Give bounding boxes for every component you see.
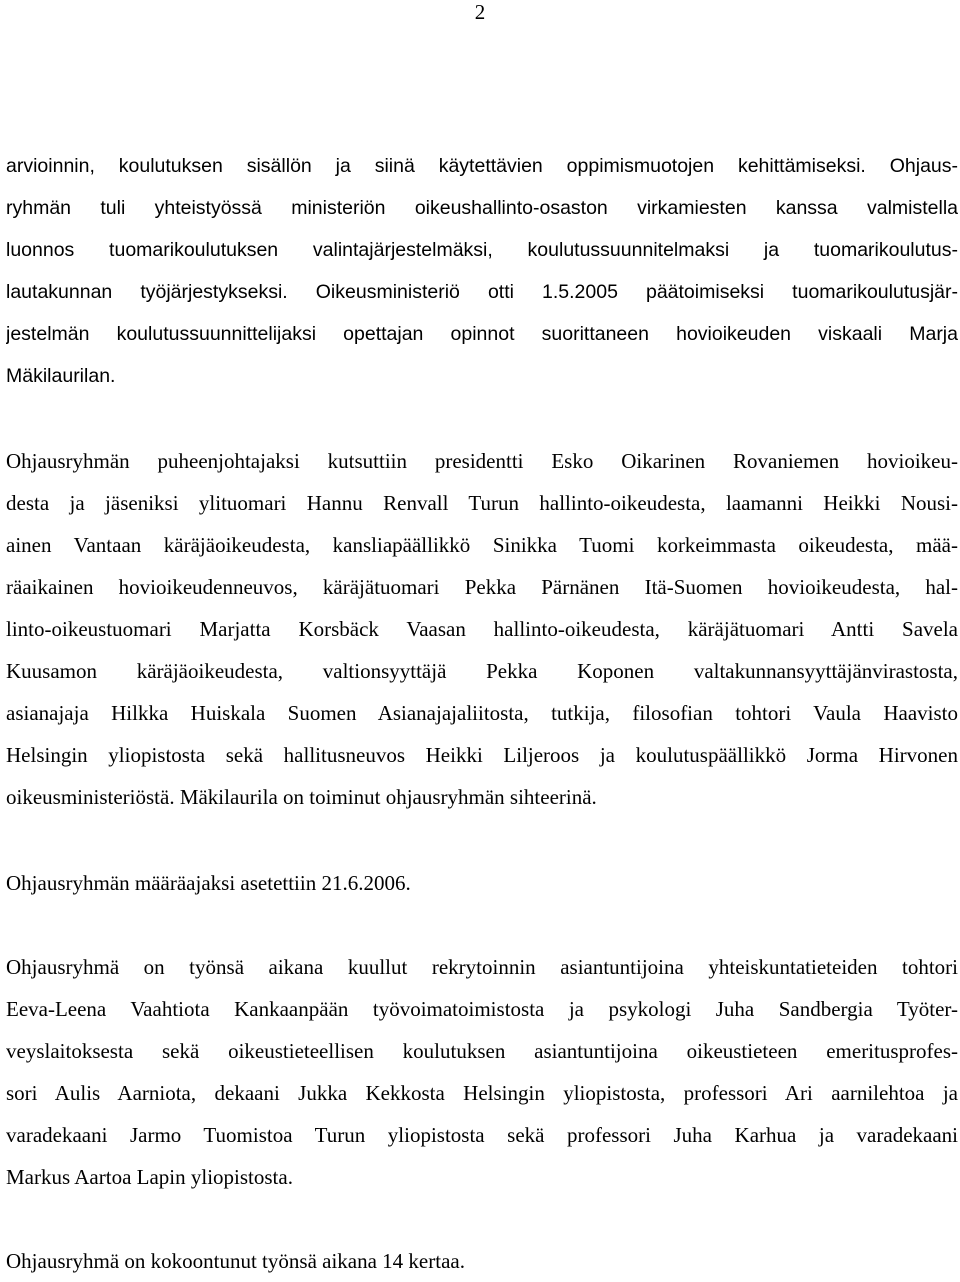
text-line: oikeusministeriöstä. Mäkilaurila on toiminut ohjausryhmän sihteerinä. — [6, 785, 597, 809]
text-line: Helsingin yliopistosta sekä hallitusneuvos Heikki Liljeroos ja koulutuspäällikkö Jorma Hirvonen — [6, 743, 958, 767]
paragraph-steering-group-members — [6, 440, 958, 818]
paragraph-steering-group-task — [6, 145, 958, 397]
text-line: arvioinnin, koulutuksen sisällön ja siinä käytettävien oppimismuotojen kehittämiseksi. Ohjaus- — [6, 155, 958, 177]
text-line: luonnos tuomarikoulutuksen valintajärjestelmäksi, koulutussuunnitelmaksi ja tuomarikoulutus- — [6, 239, 958, 261]
paragraph-meetings — [6, 1240, 958, 1282]
paragraph-experts-heard — [6, 946, 958, 1198]
text-line: Mäkilaurilan. — [6, 365, 116, 387]
text-line: ainen Vantaan käräjäoikeudesta, kansliapäällikkö Sinikka Tuomi korkeimmasta oikeudesta, mää- — [6, 533, 958, 557]
text-line: varadekaani Jarmo Tuomistoa Turun yliopistosta sekä professori Juha Karhua ja varadekaani — [6, 1123, 958, 1147]
text-line: asianajaja Hilkka Huiskala Suomen Asianajajaliitosta, tutkija, filosofian tohtori Vaula Haavisto — [6, 701, 958, 725]
text-line: Ohjausryhmän puheenjohtajaksi kutsuttiin presidentti Esko Oikarinen Rovaniemen hovioikeu- — [6, 449, 958, 473]
text-line: Ohjausryhmä on kokoontunut työnsä aikana 14 kertaa. — [6, 1249, 465, 1273]
text-line: ryhmän tuli yhteistyössä ministeriön oikeushallinto-osaston virkamiesten kanssa valmistella — [6, 197, 958, 219]
text-line: Markus Aartoa Lapin yliopistosta. — [6, 1165, 293, 1189]
text-line: Ohjausryhmä on työnsä aikana kuullut rekrytoinnin asiantuntijoina yhteiskuntatieteiden tohtori — [6, 955, 958, 979]
text-line: sori Aulis Aarniota, dekaani Jukka Kekkosta Helsingin yliopistosta, professori Ari aarnilehtoa ja — [6, 1081, 958, 1105]
page-number: 2 — [474, 0, 486, 24]
text-line: Ohjausryhmän määräajaksi asetettiin 21.6.2006. — [6, 871, 411, 895]
text-line: räaikainen hovioikeudenneuvos, käräjätuomari Pekka Pärnänen Itä-Suomen hovioikeudesta, hal- — [6, 575, 958, 599]
text-line: linto-oikeustuomari Marjatta Korsbäck Vaasan hallinto-oikeudesta, käräjätuomari Antti Savela — [6, 617, 958, 641]
text-line: veyslaitoksesta sekä oikeustieteellisen koulutuksen asiantuntijoina oikeustieteen emeritusprofes- — [6, 1039, 958, 1063]
text-line: lautakunnan työjärjestykseksi. Oikeusministeriö otti 1.5.2005 päätoimiseksi tuomarikoulutusjär- — [6, 281, 958, 303]
text-line: Eeva-Leena Vaahtiota Kankaanpään työvoimatoimistosta ja psykologi Juha Sandbergia Työter- — [6, 997, 958, 1021]
text-line: jestelmän koulutussuunnittelijaksi opettajan opinnot suorittaneen hovioikeuden viskaali Marja — [6, 323, 958, 345]
text-line: Kuusamon käräjäoikeudesta, valtionsyyttäjä Pekka Koponen valtakunnansyyttäjänvirastosta, — [6, 659, 958, 683]
paragraph-term — [6, 862, 958, 904]
text-line: desta ja jäseniksi ylituomari Hannu Renvall Turun hallinto-oikeudesta, laamanni Heikki Nousi- — [6, 491, 958, 515]
